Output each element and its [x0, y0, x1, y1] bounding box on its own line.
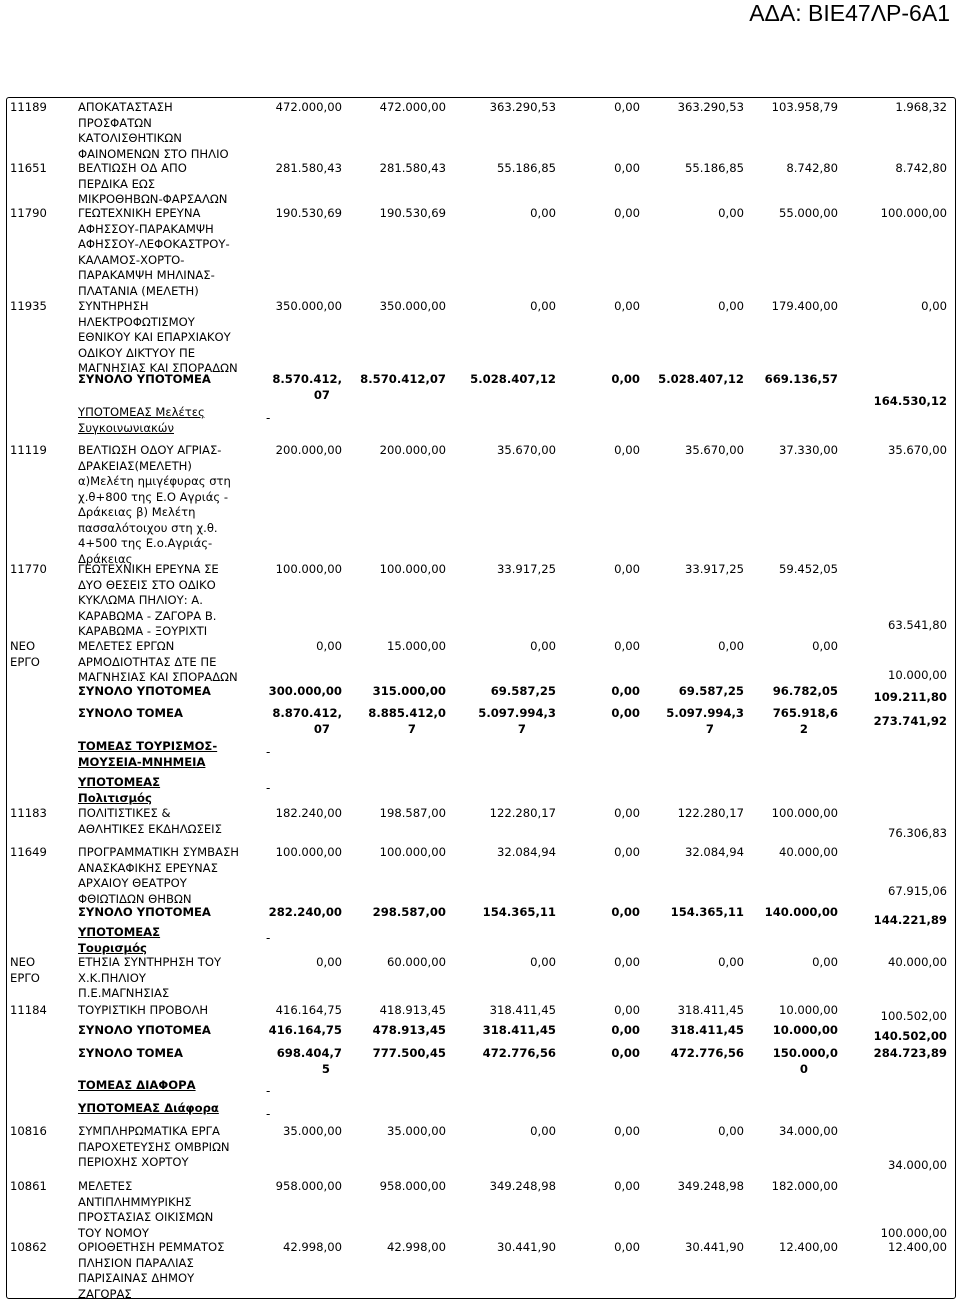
cell-value: 59.452,05	[779, 562, 838, 578]
row-title: Χ.Κ.ΠΗΛΙΟΥ	[78, 971, 146, 987]
cell-value: 0,00	[614, 443, 640, 459]
row-code: 10816	[10, 1124, 47, 1140]
row-title: ΚΑΡΑΒΩΜΑ - ΞΟΥΡΙΧΤΙ	[78, 624, 207, 640]
cell-value: 472.776,56	[671, 1046, 744, 1062]
cell-value: 0,00	[614, 1003, 640, 1019]
cell-value: 15.000,00	[387, 639, 446, 655]
cell-value: 30.441,90	[497, 1240, 556, 1256]
row-title: ΖΑΓΟΡΑΣ	[78, 1287, 132, 1302]
row-code: ΕΡΓΟ	[10, 655, 40, 671]
cell-value: 363.290,53	[678, 100, 744, 116]
cell-value: 10.000,00	[888, 668, 947, 684]
row-title: χ.θ+800 της Ε.Ο Αγριάς -	[78, 490, 228, 506]
row-title: ΠΡΟΣΤΑΣΙΑΣ ΟΙΚΙΣΜΩΝ	[78, 1210, 213, 1226]
placeholder-dash: -	[266, 745, 270, 759]
cell-value: 100.502,00	[881, 1009, 947, 1025]
row-code: ΝΕΟ	[10, 639, 35, 655]
cell-value: 67.915,06	[888, 884, 947, 900]
row-title: ΚΑΛΑΜΟΣ-ΧΟΡΤΟ-	[78, 253, 184, 269]
cell-value: 37.330,00	[779, 443, 838, 459]
cell-value: 0,00	[611, 684, 640, 700]
row-title: ΤΟΥΡΙΣΤΙΚΗ ΠΡΟΒΟΛΗ	[78, 1003, 208, 1019]
cell-value: 0,00	[614, 206, 640, 222]
row-title: ΤΟΥ ΝΟΜΟΥ	[78, 1226, 149, 1242]
row-title: πασσαλότοιχου στη χ.θ.	[78, 521, 218, 537]
cell-value: 35.000,00	[387, 1124, 446, 1140]
cell-value: 100.000,00	[772, 806, 838, 822]
cell-value: 0,00	[611, 905, 640, 921]
cell-value: 698.404,7	[277, 1046, 342, 1062]
placeholder-dash: -	[266, 1107, 270, 1121]
placeholder-dash: -	[266, 781, 270, 795]
cell-value: 60.000,00	[387, 955, 446, 971]
cell-value: 179.400,00	[772, 299, 838, 315]
cell-value: 182.240,00	[276, 806, 342, 822]
cell-value: 164.530,12	[874, 394, 947, 410]
cell-value: 281.580,43	[380, 161, 446, 177]
cell-value: 122.280,17	[678, 806, 744, 822]
row-title: Συγκοινωνιακών	[78, 421, 174, 437]
cell-value: 32.084,94	[497, 845, 556, 861]
cell-value: 0,00	[611, 706, 640, 722]
row-code: 11770	[10, 562, 47, 578]
row-title: ΤΟΜΕΑΣ ΤΟΥΡΙΣΜΟΣ-	[78, 739, 217, 755]
cell-value: 0,00	[611, 1023, 640, 1039]
cell-value: 182.000,00	[772, 1179, 838, 1195]
cell-value: 96.782,05	[773, 684, 838, 700]
row-code: 10862	[10, 1240, 47, 1256]
cell-value: 0,00	[614, 1124, 640, 1140]
cell-value: 33.917,25	[685, 562, 744, 578]
row-code: 11649	[10, 845, 47, 861]
cell-value: 669.136,57	[765, 372, 838, 388]
cell-value: 0,00	[614, 1240, 640, 1256]
cell-value: 190.530,69	[380, 206, 446, 222]
cell-value: 34.000,00	[779, 1124, 838, 1140]
cell-value: 40.000,00	[888, 955, 947, 971]
cell-value: 349.248,98	[678, 1179, 744, 1195]
cell-value: 103.958,79	[772, 100, 838, 116]
row-title: ΣΥΝΟΛΟ ΥΠΟΤΟΜΕΑ	[78, 905, 211, 921]
cell-value: 315.000,00	[373, 684, 446, 700]
cell-value: 109.211,80	[874, 690, 947, 706]
row-code: ΝΕΟ	[10, 955, 35, 971]
row-title: ΟΔΙΚΟΥ ΔΙΚΤΥΟΥ ΠΕ	[78, 346, 195, 362]
row-title: ΜΕΛΕΤΕΣ	[78, 1179, 132, 1195]
cell-value: 5.028.407,12	[470, 372, 556, 388]
cell-value: 0,00	[614, 845, 640, 861]
cell-value: 958.000,00	[380, 1179, 446, 1195]
row-title: ΦΑΙΝΟΜΕΝΩΝ ΣΤΟ ΠΗΛΙΟ	[78, 147, 229, 163]
cell-value: 0,00	[614, 562, 640, 578]
cell-value: 0,00	[614, 806, 640, 822]
cell-value: 318.411,45	[671, 1023, 744, 1039]
cell-value: 472.000,00	[380, 100, 446, 116]
cell-value: 42.998,00	[387, 1240, 446, 1256]
cell-value-wrap: 5	[322, 1062, 330, 1078]
cell-value: 76.306,83	[888, 826, 947, 842]
cell-value-wrap: 7	[408, 722, 416, 738]
cell-value: 200.000,00	[380, 443, 446, 459]
row-title: ΔΡΑΚΕΙΑΣ(ΜΕΛΕΤΗ)	[78, 459, 192, 475]
placeholder-dash: -	[266, 931, 270, 945]
row-title: ΚΑΡΑΒΩΜΑ - ΖΑΓΟΡΑ Β.	[78, 609, 216, 625]
cell-value: 8.570.412,	[272, 372, 342, 388]
cell-value: 55.186,85	[685, 161, 744, 177]
placeholder-dash: -	[266, 1084, 270, 1098]
cell-value: 349.248,98	[490, 1179, 556, 1195]
row-title: ΠΡΟΣΦΑΤΩΝ	[78, 116, 152, 132]
row-title: ΑΝΑΣΚΑΦΙΚΗΣ ΕΡΕΥΝΑΣ	[78, 861, 218, 877]
cell-value: 140.000,00	[765, 905, 838, 921]
cell-value: 765.918,6	[773, 706, 838, 722]
cell-value: 0,00	[921, 299, 947, 315]
cell-value: 200.000,00	[276, 443, 342, 459]
cell-value: 5.097.994,3	[478, 706, 556, 722]
row-title: ΠΕΡΙΟΧΗΣ ΧΟΡΤΟΥ	[78, 1155, 189, 1171]
row-title: ΜΕΛΕΤΕΣ ΕΡΓΩΝ	[78, 639, 174, 655]
row-title: Π.Ε.ΜΑΓΝΗΣΙΑΣ	[78, 986, 169, 1002]
cell-value: 5.028.407,12	[658, 372, 744, 388]
row-title: ΜΙΚΡΟΘΗΒΩΝ-ΦΑΡΣΑΛΩΝ	[78, 192, 227, 208]
cell-value: 472.000,00	[276, 100, 342, 116]
cell-value: 418.913,45	[380, 1003, 446, 1019]
cell-value: 32.084,94	[685, 845, 744, 861]
row-title: ΤΟΜΕΑΣ ΔΙΑΦΟΡΑ	[78, 1078, 196, 1094]
cell-value: 10.000,00	[773, 1023, 838, 1039]
cell-value: 100.000,00	[276, 845, 342, 861]
cell-value: 154.365,11	[483, 905, 556, 921]
cell-value: 69.587,25	[679, 684, 744, 700]
cell-value: 12.400,00	[779, 1240, 838, 1256]
cell-value: 273.741,92	[874, 714, 947, 730]
cell-value: 100.000,00	[380, 562, 446, 578]
cell-value: 0,00	[614, 100, 640, 116]
row-title: ΠΡΟΓΡΑΜΜΑΤΙΚΗ ΣΥΜΒΑΣΗ	[78, 845, 239, 861]
cell-value: 40.000,00	[779, 845, 838, 861]
row-title: ΣΥΝΟΛΟ ΥΠΟΤΟΜΕΑ	[78, 372, 211, 388]
cell-value: 318.411,45	[483, 1023, 556, 1039]
row-title: ΦΘΙΩΤΙΔΩΝ ΘΗΒΩΝ	[78, 892, 192, 908]
cell-value: 144.221,89	[874, 913, 947, 929]
cell-value: 282.240,00	[269, 905, 342, 921]
row-title: Δράκειας	[78, 552, 132, 568]
row-title: ΠΛΑΤΑΝΙΑ (ΜΕΛΕΤΗ)	[78, 284, 199, 300]
row-title: ΕΤΗΣΙΑ ΣΥΝΤΗΡΗΣΗ ΤΟΥ	[78, 955, 221, 971]
row-title: ΥΠΟΤΟΜΕΑΣ Διάφορα	[78, 1101, 219, 1117]
cell-value-wrap: 7	[706, 722, 714, 738]
cell-value: 0,00	[530, 206, 556, 222]
cell-value: 122.280,17	[490, 806, 556, 822]
row-title: ΑΦΗΣΣΟΥ-ΠΑΡΑΚΑΜΨΗ	[78, 222, 214, 238]
cell-value: 42.998,00	[283, 1240, 342, 1256]
row-title: ΓΕΩΤΕΧΝΙΚΗ ΕΡΕΥΝΑ	[78, 206, 200, 222]
row-title: ΠΟΛΙΤΙΣΤΙΚΕΣ &	[78, 806, 171, 822]
cell-value: 100.000,00	[380, 845, 446, 861]
cell-value: 0,00	[530, 639, 556, 655]
cell-value: 0,00	[718, 955, 744, 971]
cell-value: 0,00	[530, 299, 556, 315]
cell-value: 0,00	[611, 1046, 640, 1062]
cell-value: 55.000,00	[779, 206, 838, 222]
ada-header: ΑΔΑ: ΒΙΕ47ΛΡ-6Α1	[749, 0, 950, 27]
row-title: ΥΠΟΤΟΜΕΑΣ	[78, 925, 160, 941]
cell-value: 33.917,25	[497, 562, 556, 578]
row-code: 11183	[10, 806, 47, 822]
cell-value: 777.500,45	[373, 1046, 446, 1062]
row-title: ΔΥΟ ΘΕΣΕΙΣ ΣΤΟ ΟΔΙΚΟ	[78, 578, 216, 594]
cell-value: 12.400,00	[888, 1240, 947, 1256]
cell-value: 472.776,56	[483, 1046, 556, 1062]
row-code: 11935	[10, 299, 47, 315]
cell-value: 30.441,90	[685, 1240, 744, 1256]
cell-value-wrap: 07	[314, 388, 330, 404]
cell-value: 0,00	[614, 1179, 640, 1195]
cell-value: 0,00	[530, 1124, 556, 1140]
cell-value: 8.570.412,07	[360, 372, 446, 388]
cell-value: 35.000,00	[283, 1124, 342, 1140]
cell-value: 363.290,53	[490, 100, 556, 116]
cell-value: 0,00	[614, 955, 640, 971]
row-title: ΑΠΟΚΑΤΑΣΤΑΣΗ	[78, 100, 173, 116]
cell-value: 8.742,80	[786, 161, 838, 177]
row-title: Δράκειας β) Μελέτη	[78, 505, 195, 521]
cell-value: 416.164,75	[276, 1003, 342, 1019]
row-title: ΓΕΩΤΕΧΝΙΚΗ ΕΡΕΥΝΑ ΣΕ	[78, 562, 219, 578]
cell-value: 35.670,00	[497, 443, 556, 459]
row-title: ΑΡΜΟΔΙΟΤΗΤΑΣ ΔΤΕ ΠΕ	[78, 655, 216, 671]
cell-value: 284.723,89	[874, 1046, 947, 1062]
cell-value: 0,00	[812, 955, 838, 971]
row-title: ΗΛΕΚΤΡΟΦΩΤΙΣΜΟΥ	[78, 315, 195, 331]
cell-value: 8.885.412,0	[368, 706, 446, 722]
row-title: ΒΕΛΤΙΩΣΗ ΟΔΟΥ ΑΓΡΙΑΣ-	[78, 443, 222, 459]
row-title: ΑΡΧΑΙΟΥ ΘΕΑΤΡΟΥ	[78, 876, 187, 892]
cell-value: 63.541,80	[888, 618, 947, 634]
placeholder-dash: -	[266, 411, 270, 425]
row-title: ΠΑΡΙΣΑΙΝΑΣ ΔΗΜΟΥ	[78, 1271, 194, 1287]
row-title: ΑΦΗΣΣΟΥ-ΛΕΦΟΚΑΣΤΡΟΥ-	[78, 237, 230, 253]
cell-value: 35.670,00	[685, 443, 744, 459]
cell-value: 100.000,00	[881, 1226, 947, 1242]
cell-value: 190.530,69	[276, 206, 342, 222]
row-title: ΣΥΝΤΗΡΗΣΗ	[78, 299, 149, 315]
row-code: 10861	[10, 1179, 47, 1195]
cell-value: 0,00	[614, 161, 640, 177]
row-title: ΜΟΥΣΕΙΑ-ΜΝΗΜΕΙΑ	[78, 755, 205, 771]
row-title: 4+500 της Ε.ο.Αγριάς-	[78, 536, 212, 552]
row-title: ΣΥΝΟΛΟ ΥΠΟΤΟΜΕΑ	[78, 1023, 211, 1039]
row-title: ΑΝΤΙΠΛΗΜΜΥΡΙΚΗΣ	[78, 1195, 192, 1211]
row-title: ΣΥΜΠΛΗΡΩΜΑΤΙΚΑ ΕΡΓΑ	[78, 1124, 220, 1140]
cell-value: 0,00	[718, 639, 744, 655]
cell-value-wrap: 07	[314, 722, 330, 738]
row-title: ΠΑΡΑΚΑΜΨΗ ΜΗΛΙΝΑΣ-	[78, 268, 215, 284]
row-title: ΜΑΓΝΗΣΙΑΣ ΚΑΙ ΣΠΟΡΑΔΩΝ	[78, 670, 238, 686]
cell-value: 0,00	[611, 372, 640, 388]
cell-value: 318.411,45	[678, 1003, 744, 1019]
row-title: ΜΑΓΝΗΣΙΑΣ ΚΑΙ ΣΠΟΡΑΔΩΝ	[78, 361, 238, 377]
row-title: ΣΥΝΟΛΟ ΤΟΜΕΑ	[78, 706, 183, 722]
row-title: ΣΥΝΟΛΟ ΥΠΟΤΟΜΕΑ	[78, 684, 211, 700]
cell-value-wrap: 2	[800, 722, 808, 738]
cell-value: 8.870.412,	[272, 706, 342, 722]
row-code: 11651	[10, 161, 47, 177]
cell-value: 0,00	[718, 299, 744, 315]
cell-value-wrap: 0	[800, 1062, 808, 1078]
row-title: Πολιτισμός	[78, 791, 152, 807]
row-title: ΕΘΝΙΚΟΥ ΚΑΙ ΕΠΑΡΧΙΑΚΟΥ	[78, 330, 231, 346]
cell-value: 0,00	[316, 955, 342, 971]
cell-value: 478.913,45	[373, 1023, 446, 1039]
cell-value: 416.164,75	[269, 1023, 342, 1039]
cell-value: 5.097.994,3	[666, 706, 744, 722]
cell-value: 0,00	[530, 955, 556, 971]
cell-value: 0,00	[614, 639, 640, 655]
row-title: Τουρισμός	[78, 941, 147, 957]
row-code: ΕΡΓΟ	[10, 971, 40, 987]
row-title: α)Μελέτη ημιγέφυρας στη	[78, 474, 231, 490]
cell-value: 0,00	[316, 639, 342, 655]
cell-value: 350.000,00	[276, 299, 342, 315]
cell-value: 1.968,32	[895, 100, 947, 116]
row-title: ΟΡΙΟΘΕΤΗΣΗ ΡΕΜΜΑΤΟΣ	[78, 1240, 224, 1256]
cell-value: 0,00	[614, 299, 640, 315]
row-code: 11790	[10, 206, 47, 222]
cell-value: 350.000,00	[380, 299, 446, 315]
cell-value-wrap: 7	[518, 722, 526, 738]
row-title: ΚΑΤΟΛΙΣΘΗΤΙΚΩΝ	[78, 131, 182, 147]
cell-value: 281.580,43	[276, 161, 342, 177]
row-title: ΑΘΛΗΤΙΚΕΣ ΕΚΔΗΛΩΣΕΙΣ	[78, 822, 222, 838]
row-code: 11184	[10, 1003, 47, 1019]
row-title: ΚΥΚΛΩΜΑ ΠΗΛΙΟΥ: Α.	[78, 593, 203, 609]
cell-value: 0,00	[718, 206, 744, 222]
row-code: 11119	[10, 443, 47, 459]
row-title: ΠΛΗΣΙΟΝ ΠΑΡΑΛΙΑΣ	[78, 1256, 194, 1272]
cell-value: 198.587,00	[380, 806, 446, 822]
row-title: ΒΕΛΤΙΩΣΗ ΟΔ ΑΠΟ	[78, 161, 187, 177]
cell-value: 8.742,80	[895, 161, 947, 177]
cell-value: 298.587,00	[373, 905, 446, 921]
cell-value: 34.000,00	[888, 1158, 947, 1174]
row-title: ΥΠΟΤΟΜΕΑΣ	[78, 775, 160, 791]
cell-value: 35.670,00	[888, 443, 947, 459]
row-title: ΠΕΡΔΙΚΑ ΕΩΣ	[78, 177, 155, 193]
cell-value: 0,00	[718, 1124, 744, 1140]
cell-value: 100.000,00	[881, 206, 947, 222]
row-title: ΣΥΝΟΛΟ ΤΟΜΕΑ	[78, 1046, 183, 1062]
row-code: 11189	[10, 100, 47, 116]
cell-value: 300.000,00	[269, 684, 342, 700]
cell-value: 150.000,0	[773, 1046, 838, 1062]
cell-value: 10.000,00	[779, 1003, 838, 1019]
cell-value: 0,00	[812, 639, 838, 655]
cell-value: 958.000,00	[276, 1179, 342, 1195]
cell-value: 318.411,45	[490, 1003, 556, 1019]
cell-value: 100.000,00	[276, 562, 342, 578]
cell-value: 69.587,25	[491, 684, 556, 700]
cell-value: 154.365,11	[671, 905, 744, 921]
cell-value: 55.186,85	[497, 161, 556, 177]
row-title: ΥΠΟΤΟΜΕΑΣ Μελέτες	[78, 405, 205, 421]
cell-value: 140.502,00	[874, 1029, 947, 1045]
row-title: ΠΑΡΟΧΕΤΕΥΣΗΣ ΟΜΒΡΙΩΝ	[78, 1140, 230, 1156]
